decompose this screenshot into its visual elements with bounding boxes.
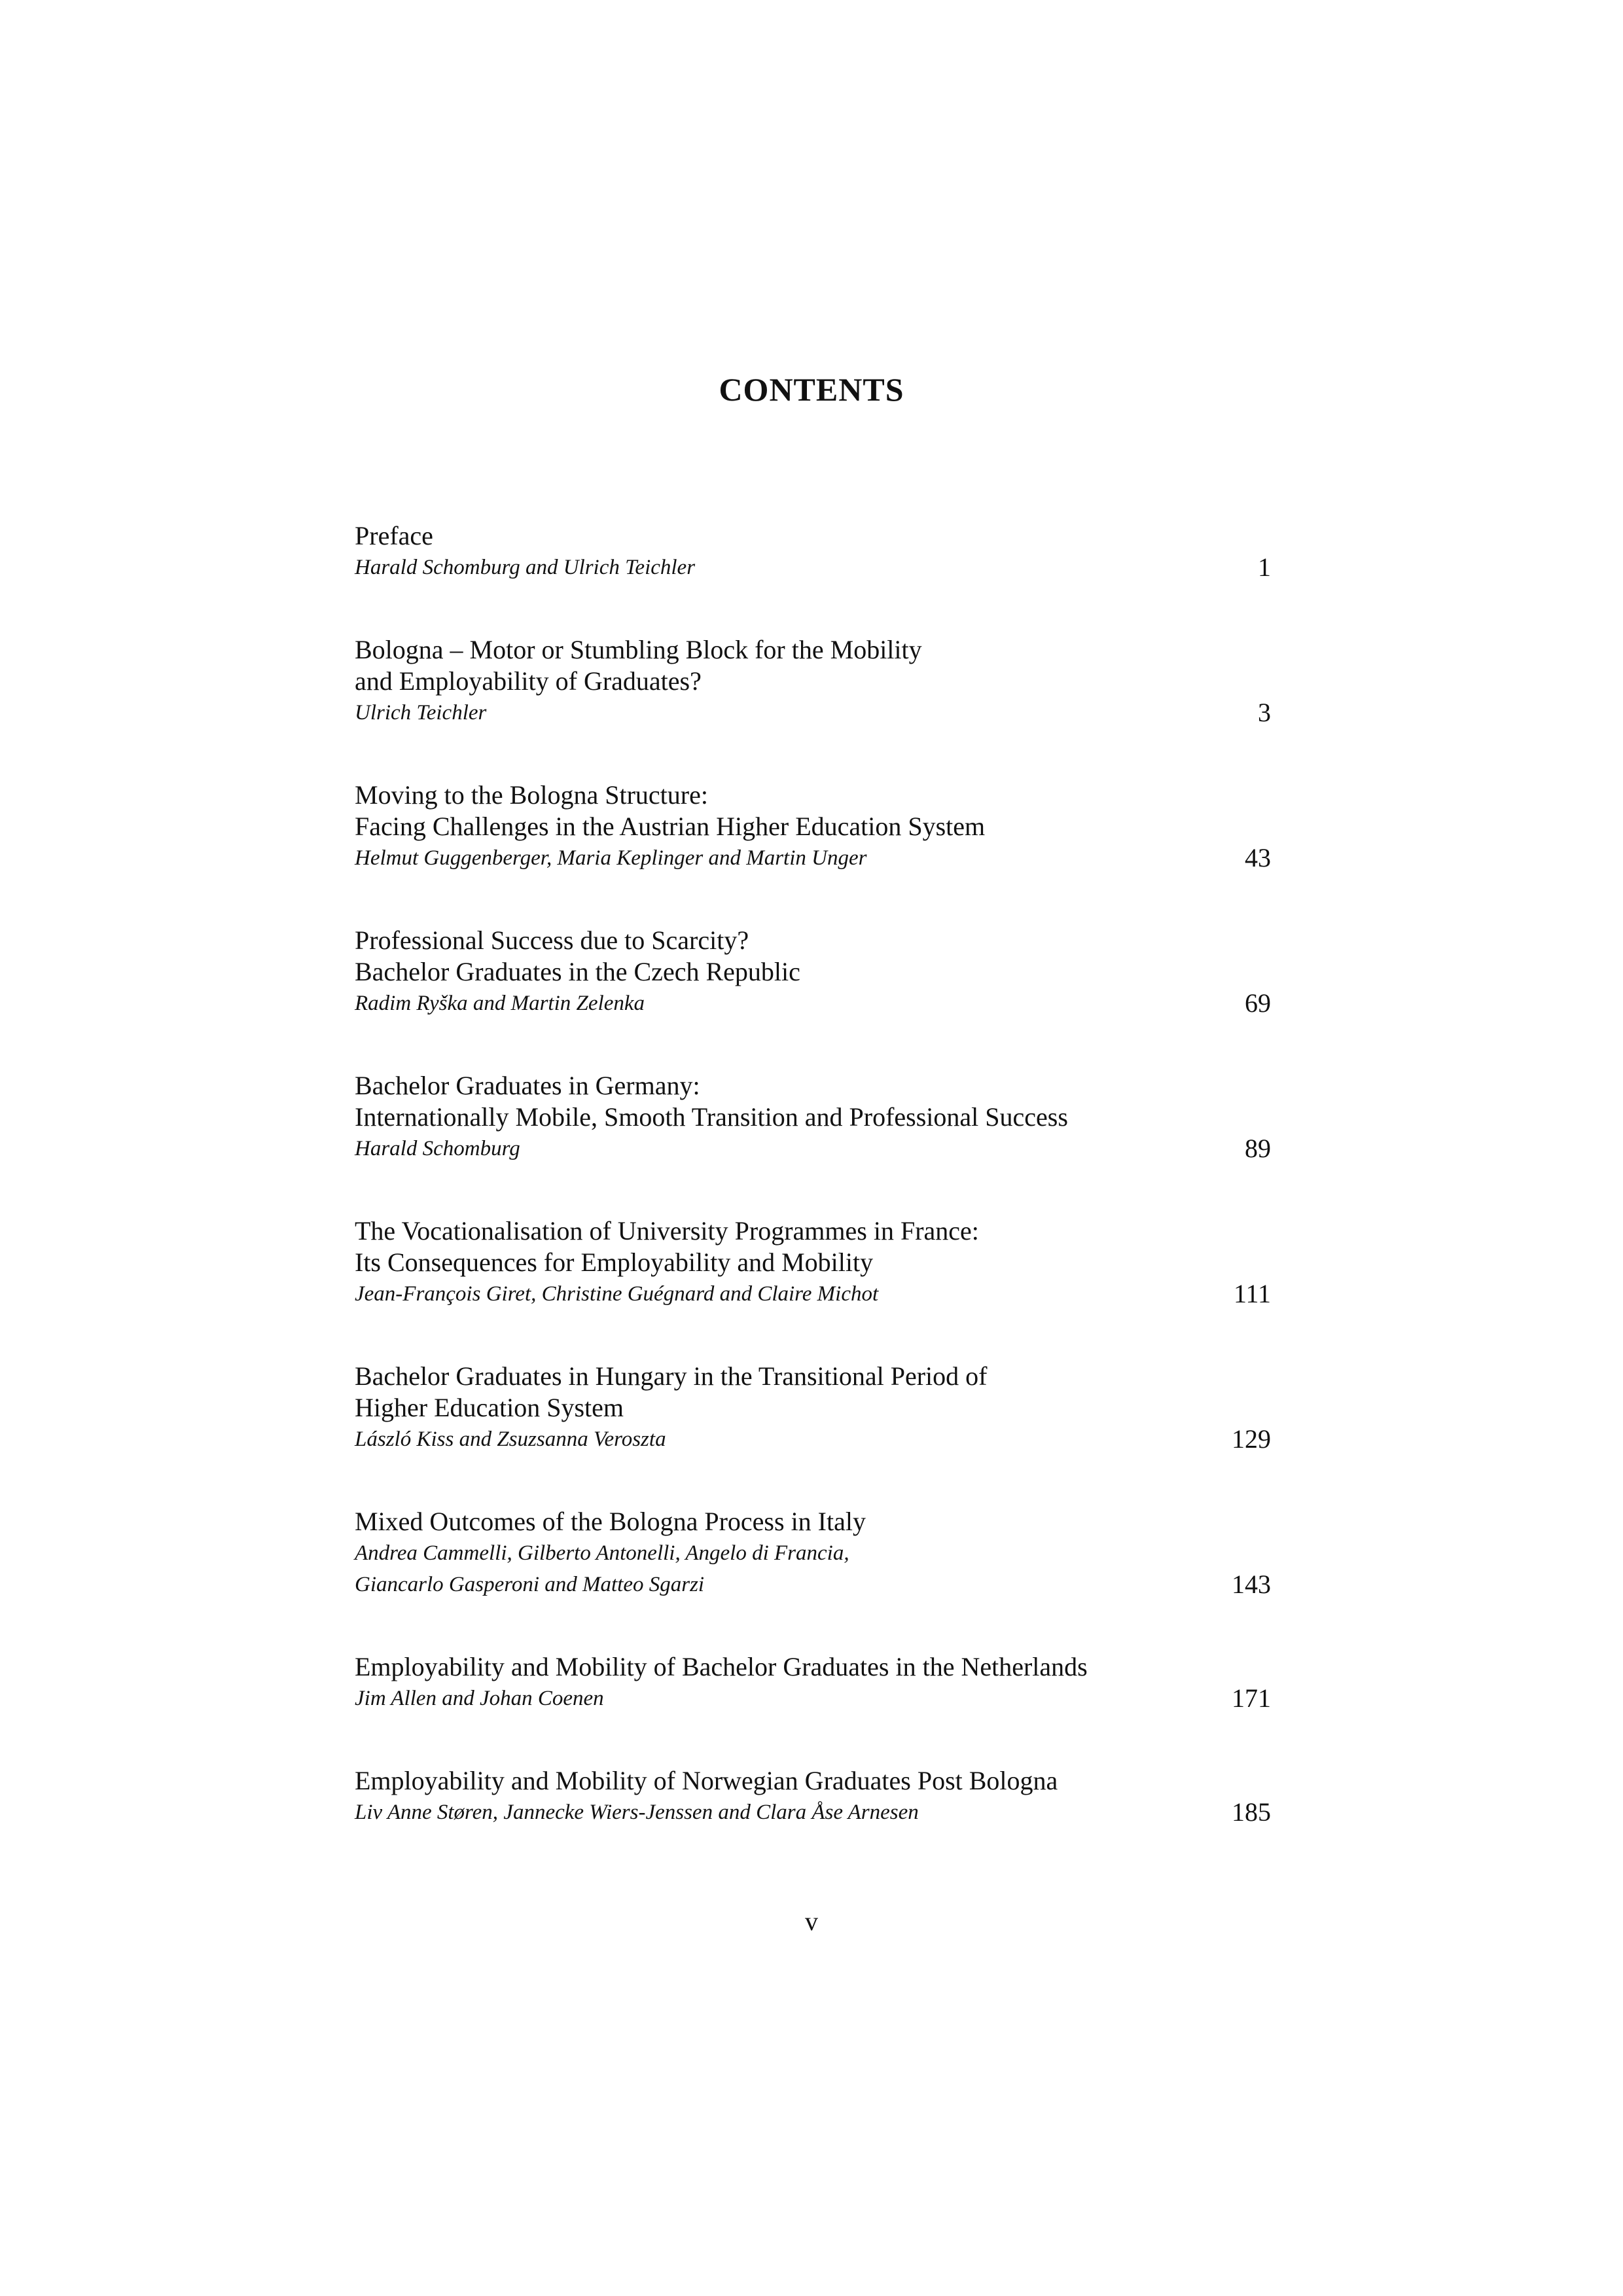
toc-entry-author-line: Giancarlo Gasperoni and Matteo Sgarzi	[355, 1573, 705, 1596]
toc-entry-title-line: Its Consequences for Employability and Mobility	[355, 1247, 874, 1277]
toc-entry[interactable]	[355, 1506, 1271, 1600]
toc-entry-title-line: Mixed Outcomes of the Bologna Process in Italy	[355, 1507, 866, 1536]
toc-entry-title	[355, 1070, 1271, 1133]
toc-entry-page-number[interactable]: 171	[1232, 1683, 1271, 1713]
toc-entry-author-line: Radim Ryška and Martin Zelenka	[355, 992, 645, 1015]
toc-entry-title	[355, 780, 1271, 842]
toc-entry-authors	[355, 988, 1271, 1019]
toc-entry-title-line: Employability and Mobility of Norwegian Graduates Post Bologna	[355, 1766, 1058, 1795]
toc-entry-title-line: Internationally Mobile, Smooth Transition and Professional Success	[355, 1102, 1068, 1132]
toc-entry[interactable]	[355, 780, 1271, 874]
toc-entry-title	[355, 925, 1271, 988]
table-of-contents	[355, 520, 1271, 1879]
toc-entry-page-number[interactable]: 69	[1245, 988, 1271, 1018]
toc-entry-author-line: Helmut Guggenberger, Maria Keplinger and Martin Unger	[355, 846, 867, 870]
toc-entry-authors	[355, 1683, 1271, 1714]
page-number: v	[805, 1907, 818, 1936]
toc-entry-title-line: Preface	[355, 521, 433, 550]
toc-entry-title-line: Higher Education System	[355, 1393, 624, 1422]
toc-entry-page-number[interactable]: 185	[1232, 1797, 1271, 1827]
toc-entry-title	[355, 1506, 1271, 1537]
toc-entry-authors	[355, 697, 1271, 728]
toc-entry-page-number[interactable]: 1	[1258, 552, 1271, 582]
toc-entry-authors	[355, 1537, 1271, 1600]
toc-entry-title-line: The Vocationalisation of University Programmes in France:	[355, 1216, 979, 1246]
toc-entry-title-line: Professional Success due to Scarcity?	[355, 925, 749, 955]
toc-entry[interactable]	[355, 1215, 1271, 1310]
toc-entry-title	[355, 1765, 1271, 1797]
toc-entry-authors	[355, 1133, 1271, 1164]
toc-entry[interactable]	[355, 634, 1271, 728]
toc-entry-page-number[interactable]: 129	[1232, 1424, 1271, 1454]
toc-entry[interactable]	[355, 925, 1271, 1019]
toc-entry-page-number[interactable]: 89	[1245, 1134, 1271, 1163]
toc-entry[interactable]	[355, 1765, 1271, 1828]
toc-entry-title-line: Employability and Mobility of Bachelor Graduates in the Netherlands	[355, 1652, 1088, 1681]
toc-entry-title-line: Bachelor Graduates in the Czech Republic	[355, 957, 800, 986]
toc-entry-page-number[interactable]: 111	[1233, 1279, 1271, 1308]
toc-entry-authors	[355, 552, 1271, 583]
toc-entry-author-line: Jim Allen and Johan Coenen	[355, 1687, 604, 1710]
toc-entry-title-line: Bologna – Motor or Stumbling Block for the Mobility	[355, 635, 922, 664]
toc-entry-title	[355, 1361, 1271, 1424]
toc-entry-page-number[interactable]: 43	[1245, 843, 1271, 872]
page-title: CONTENTS	[719, 371, 904, 408]
toc-entry-page-number[interactable]: 143	[1232, 1570, 1271, 1599]
toc-entry-title-line: and Employability of Graduates?	[355, 666, 702, 696]
toc-entry-authors	[355, 1797, 1271, 1828]
toc-entry-title	[355, 1651, 1271, 1683]
toc-entry-authors	[355, 842, 1271, 874]
toc-entry-author-line: Ulrich Teichler	[355, 701, 487, 725]
toc-entry-author-line: Jean-François Giret, Christine Guégnard and Claire Michot	[355, 1282, 879, 1306]
toc-entry-author-line: Harald Schomburg and Ulrich Teichler	[355, 556, 696, 579]
toc-entry-title	[355, 634, 1271, 697]
toc-entry-title-line: Bachelor Graduates in Germany:	[355, 1071, 700, 1100]
toc-entry-authors	[355, 1424, 1271, 1455]
toc-entry-author-line: Andrea Cammelli, Gilberto Antonelli, Angelo di Francia,	[355, 1541, 849, 1565]
toc-entry-title-line: Moving to the Bologna Structure:	[355, 780, 708, 810]
toc-entry[interactable]	[355, 1361, 1271, 1455]
toc-entry-author-line: Harald Schomburg	[355, 1137, 520, 1160]
toc-entry[interactable]	[355, 1070, 1271, 1164]
toc-entry-page-number[interactable]: 3	[1258, 698, 1271, 727]
toc-entry-title-line: Bachelor Graduates in Hungary in the Transitional Period of	[355, 1361, 988, 1391]
toc-entry-author-line: Liv Anne Støren, Jannecke Wiers-Jenssen and Clara Åse Arnesen	[355, 1801, 919, 1824]
toc-entry-title	[355, 520, 1271, 552]
toc-entry[interactable]	[355, 1651, 1271, 1714]
toc-entry-authors	[355, 1278, 1271, 1310]
toc-entry-title-line: Facing Challenges in the Austrian Higher Education System	[355, 812, 986, 841]
toc-entry[interactable]	[355, 520, 1271, 583]
toc-entry-title	[355, 1215, 1271, 1278]
toc-entry-author-line: László Kiss and Zsuzsanna Veroszta	[355, 1427, 666, 1451]
